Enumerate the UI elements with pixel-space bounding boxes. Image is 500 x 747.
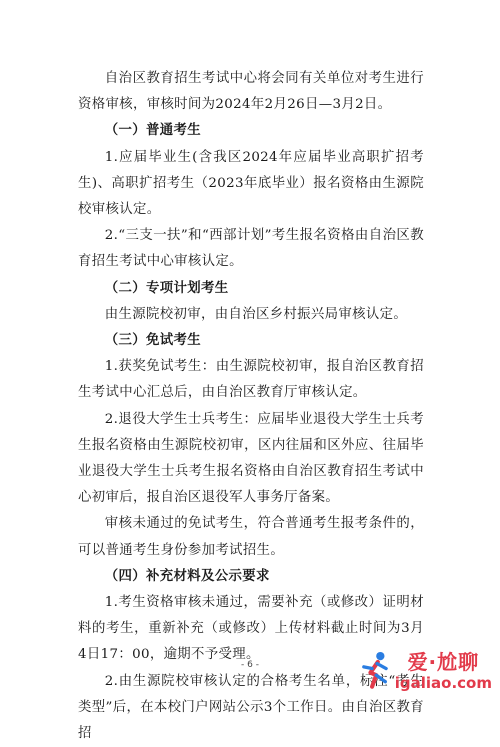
body-paragraph: 2.退役大学生士兵考生：应届毕业退役大学生士兵考生报名资格由生源院校初审，区内往届和区外应、往届毕业退役大学生士兵考生报名资格由自治区教育招生考试中心初审后，报自治区退役军人事务厅备案。 bbox=[78, 411, 424, 506]
body-paragraph: 1.考生资格审核未通过，需要补充（或修改）证明材料的考生，重新补充（或修改）上传材料截止时间为3月4日17：00，逾期不予受理。 bbox=[78, 595, 424, 663]
running-figure-icon bbox=[358, 646, 393, 696]
watermark-brand: 爱·尬聊 bbox=[407, 650, 480, 674]
body-paragraph: 1.应届毕业生(含我区2024年应届毕业高职扩招考生)、高职扩招考生（2023年底毕业）报名资格由生源院校审核认定。 bbox=[78, 149, 424, 218]
body-paragraph: 审核未通过的免试考生，符合普通考生报考条件的，可以普通考生身份参加考试招生。 bbox=[78, 516, 424, 558]
body-paragraph: 由生源院校初审，由自治区乡村振兴局审核认定。 bbox=[104, 306, 408, 322]
body-paragraph: 2.由生源院校审核认定的合格考生名单，标注“考生类型”后，在本校门户网站公示3个工作日。由自治区教育招 bbox=[78, 673, 424, 742]
body-paragraph: 2.“三支一扶”和“西部计划”考生报名资格由自治区教育招生考试中心审核认定。 bbox=[78, 228, 424, 270]
section-heading: （三）免试考生 bbox=[104, 333, 201, 349]
section-heading: （四）补充材料及公示要求 bbox=[104, 568, 270, 584]
watermark-url: igaliao.com bbox=[394, 674, 492, 692]
watermark bbox=[358, 643, 492, 699]
section-heading: （二）专项计划考生 bbox=[104, 280, 229, 296]
section-heading: （一）普通考生 bbox=[104, 123, 201, 139]
body-paragraph: 1.获奖免试考生：由生源院校初审，报自治区教育招生考试中心汇总后，由自治区教育厅审核认定。 bbox=[78, 359, 424, 401]
body-paragraph: 自治区教育招生考试中心将会同有关单位对考生进行资格审核，审核时间为2024年2月26日—3月2日。 bbox=[78, 71, 424, 113]
page-number: - 6 - bbox=[241, 660, 259, 670]
